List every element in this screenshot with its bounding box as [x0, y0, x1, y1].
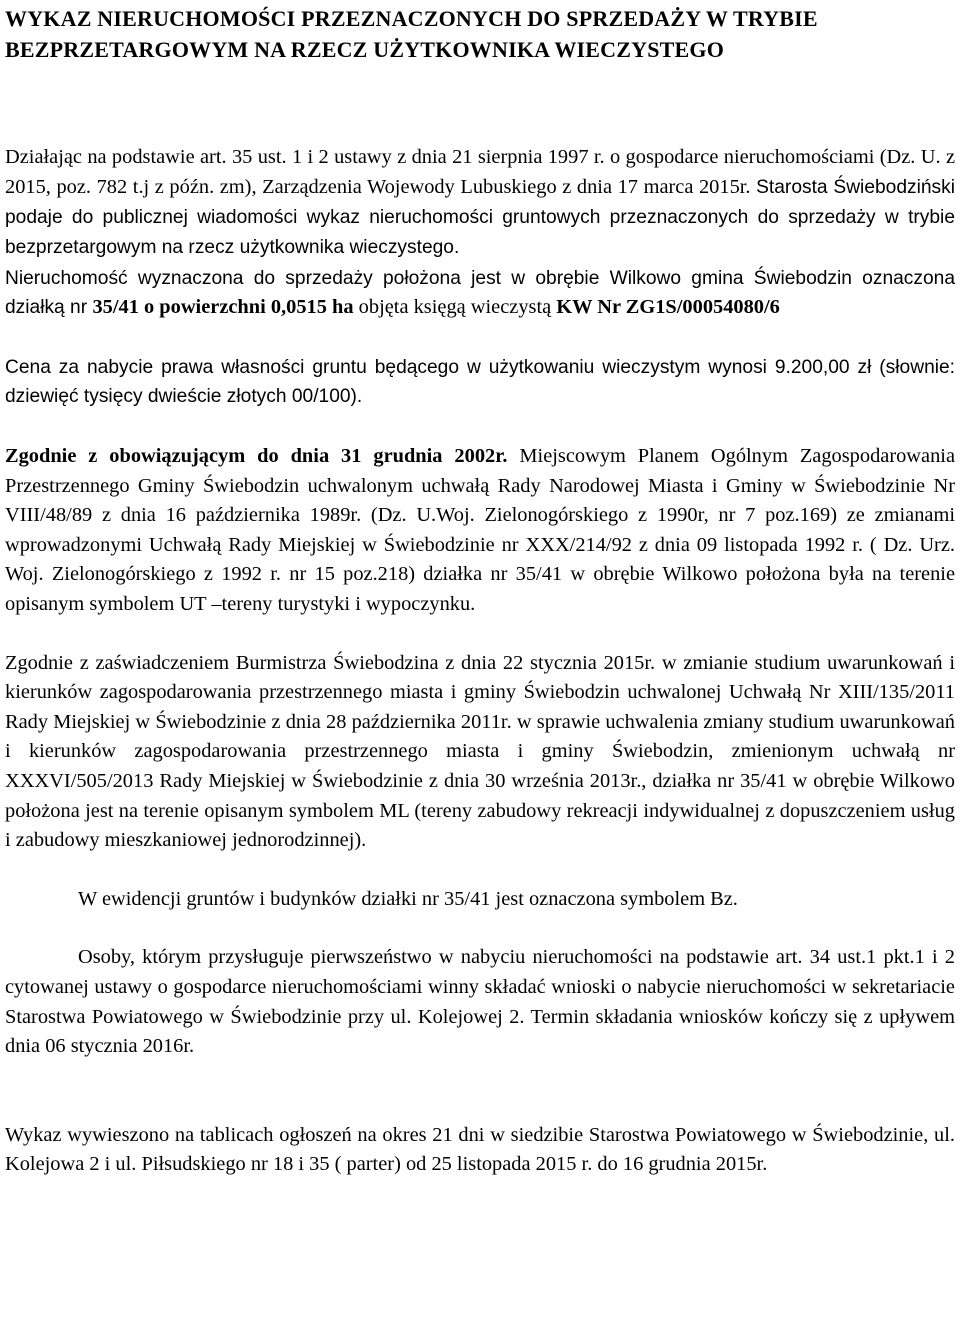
legal-basis-text: Działając na podstawie art. 35 ust. 1 i 2 ustawy z dnia 21 sierpnia 1997 r. o gospodarce nieruchomościami (Dz. U. z 2015, poz. 782 t.j z późn. zm), Zarządzenia Wojewody Lubuskiego z dnia 17 marca 2015r.	[5, 146, 955, 198]
zoning-plan-paragraph	[5, 442, 955, 620]
property-description: Nieruchomość wyznaczona do sprzedaży położona jest w obrębie Wilkowo gmina Świebodzin oznaczona działką nr	[5, 267, 955, 319]
zoning-plan-heading: Zgodnie z obowiązującym do dnia 31 grudnia 2002r.	[5, 445, 508, 467]
spacer	[5, 1062, 955, 1121]
spacer	[5, 412, 955, 442]
document-title: WYKAZ NIERUCHOMOŚCI PRZEZNACZONYCH DO SPRZEDAŻY W TRYBIE BEZPRZETARGOWYM NA RZECZ UŻYTKOWNIKA WIECZYSTEGO	[5, 6, 818, 62]
price-value: 200,00 zł (słownie: dziewięć tysięcy dwieście złotych 00/100).	[5, 356, 955, 408]
document-page	[5, 0, 955, 1180]
land-register-text: objęta księgą wieczystą	[353, 296, 557, 319]
spacer	[5, 856, 955, 885]
spacer	[5, 620, 955, 649]
spacer	[5, 65, 955, 143]
posting-paragraph: Wykaz wywieszono na tablicach ogłoszeń na okres 21 dni w siedzibie Starostwa Powiatowego w Świebodzinie, ul. Kolejowa 2 i ul. Piłsudskiego nr 18 i 35 ( parter) od 25 listopada 2015 r. do 16 grudnia 2015r.	[5, 1123, 955, 1176]
intro-paragraph	[5, 143, 955, 263]
priority-paragraph: Osoby, którym przysługuje pierwszeństwo w nabyciu nieruchomości na podstawie art. 34 ust.1 pkt.1 i 2 cytowanej ustawy o gospodarce nieruchomościami winny składać wnioski o nabycie nieruchomości w sekretariacie Starostwa Powiatowego w Świebodzinie przy ul. Kolejowej 2. Termin składania wniosków kończy się z upływem dnia 06 stycznia 2016r.	[5, 946, 955, 1058]
price-label: Cena za nabycie prawa własności gruntu będącego w użytkowaniu wieczystym wynosi 9.	[5, 356, 791, 378]
property-paragraph	[5, 264, 955, 323]
price-paragraph	[5, 353, 955, 412]
parcel-number-area: 35/41 o powierzchni 0,0515 ha	[92, 296, 354, 319]
study-paragraph: Zgodnie z zaświadczeniem Burmistrza Świebodzina z dnia 22 stycznia 2015r. w zmianie studium uwarunkowań i kierunków zagospodarowania przestrzennego miasta i gminy Świebodzin uchwalonej Uchwałą Nr XIII/135/2011 Rady Miejskiej w Świebodzinie z dnia 28 października 2011r. w sprawie uchwalenia zmiany studium uwarunkowań i kierunków zagospodarowania przestrzennego miasta i gminy Świebodzin, zmienionym uchwałą nr XXXVI/505/2013 Rady Miejskiej w Świebodzinie z dnia 30 września 2013r., działka nr 35/41 w obrębie Wilkowo położona jest na terenie opisanym symbolem ML (tereny zabudowy rekreacji indywidualnej z dopuszczeniem usług i zabudowy mieszkaniowej jednorodzinnej).	[5, 651, 955, 852]
zoning-plan-text: Miejscowym Planem Ogólnym Zagospodarowania Przestrzennego Gminy Świebodzin uchwalonym uchwałą Rady Narodowej Miasta i Gminy w Świebodzinie Nr VIII/48/89 z dnia 16 października 1989r. (Dz. U.Woj. Zielonogórskiego z 1990r, nr 7 poz.169) ze zmianami wprowadzonymi Uchwałą Rady Miejskiej w Świebodzinie nr XXX/214/92 z dnia 09 listopada 1992 r. ( Dz. Urz. Woj. Zielonogórskiego z 1992 r. nr 15 poz.218) działka nr 35/41 w obrębie Wilkowo położona była na terenie opisanym symbolem UT –tereny turystyki i wypoczynku.	[5, 445, 955, 615]
announcement-text: Starosta Świebodziński podaje do publicznej wiadomości wykaz nieruchomości gruntowych przeznaczonych do sprzedaży w trybie bezprzetargowym na rzecz użytkownika wieczystego.	[5, 176, 955, 258]
land-registry-paragraph: W ewidencji gruntów i budynków działki nr 35/41 jest oznaczona symbolem Bz.	[78, 887, 738, 910]
land-register-number: KW Nr ZG1S/00054080/6	[556, 296, 780, 319]
spacer	[5, 323, 955, 353]
spacer	[5, 914, 955, 943]
